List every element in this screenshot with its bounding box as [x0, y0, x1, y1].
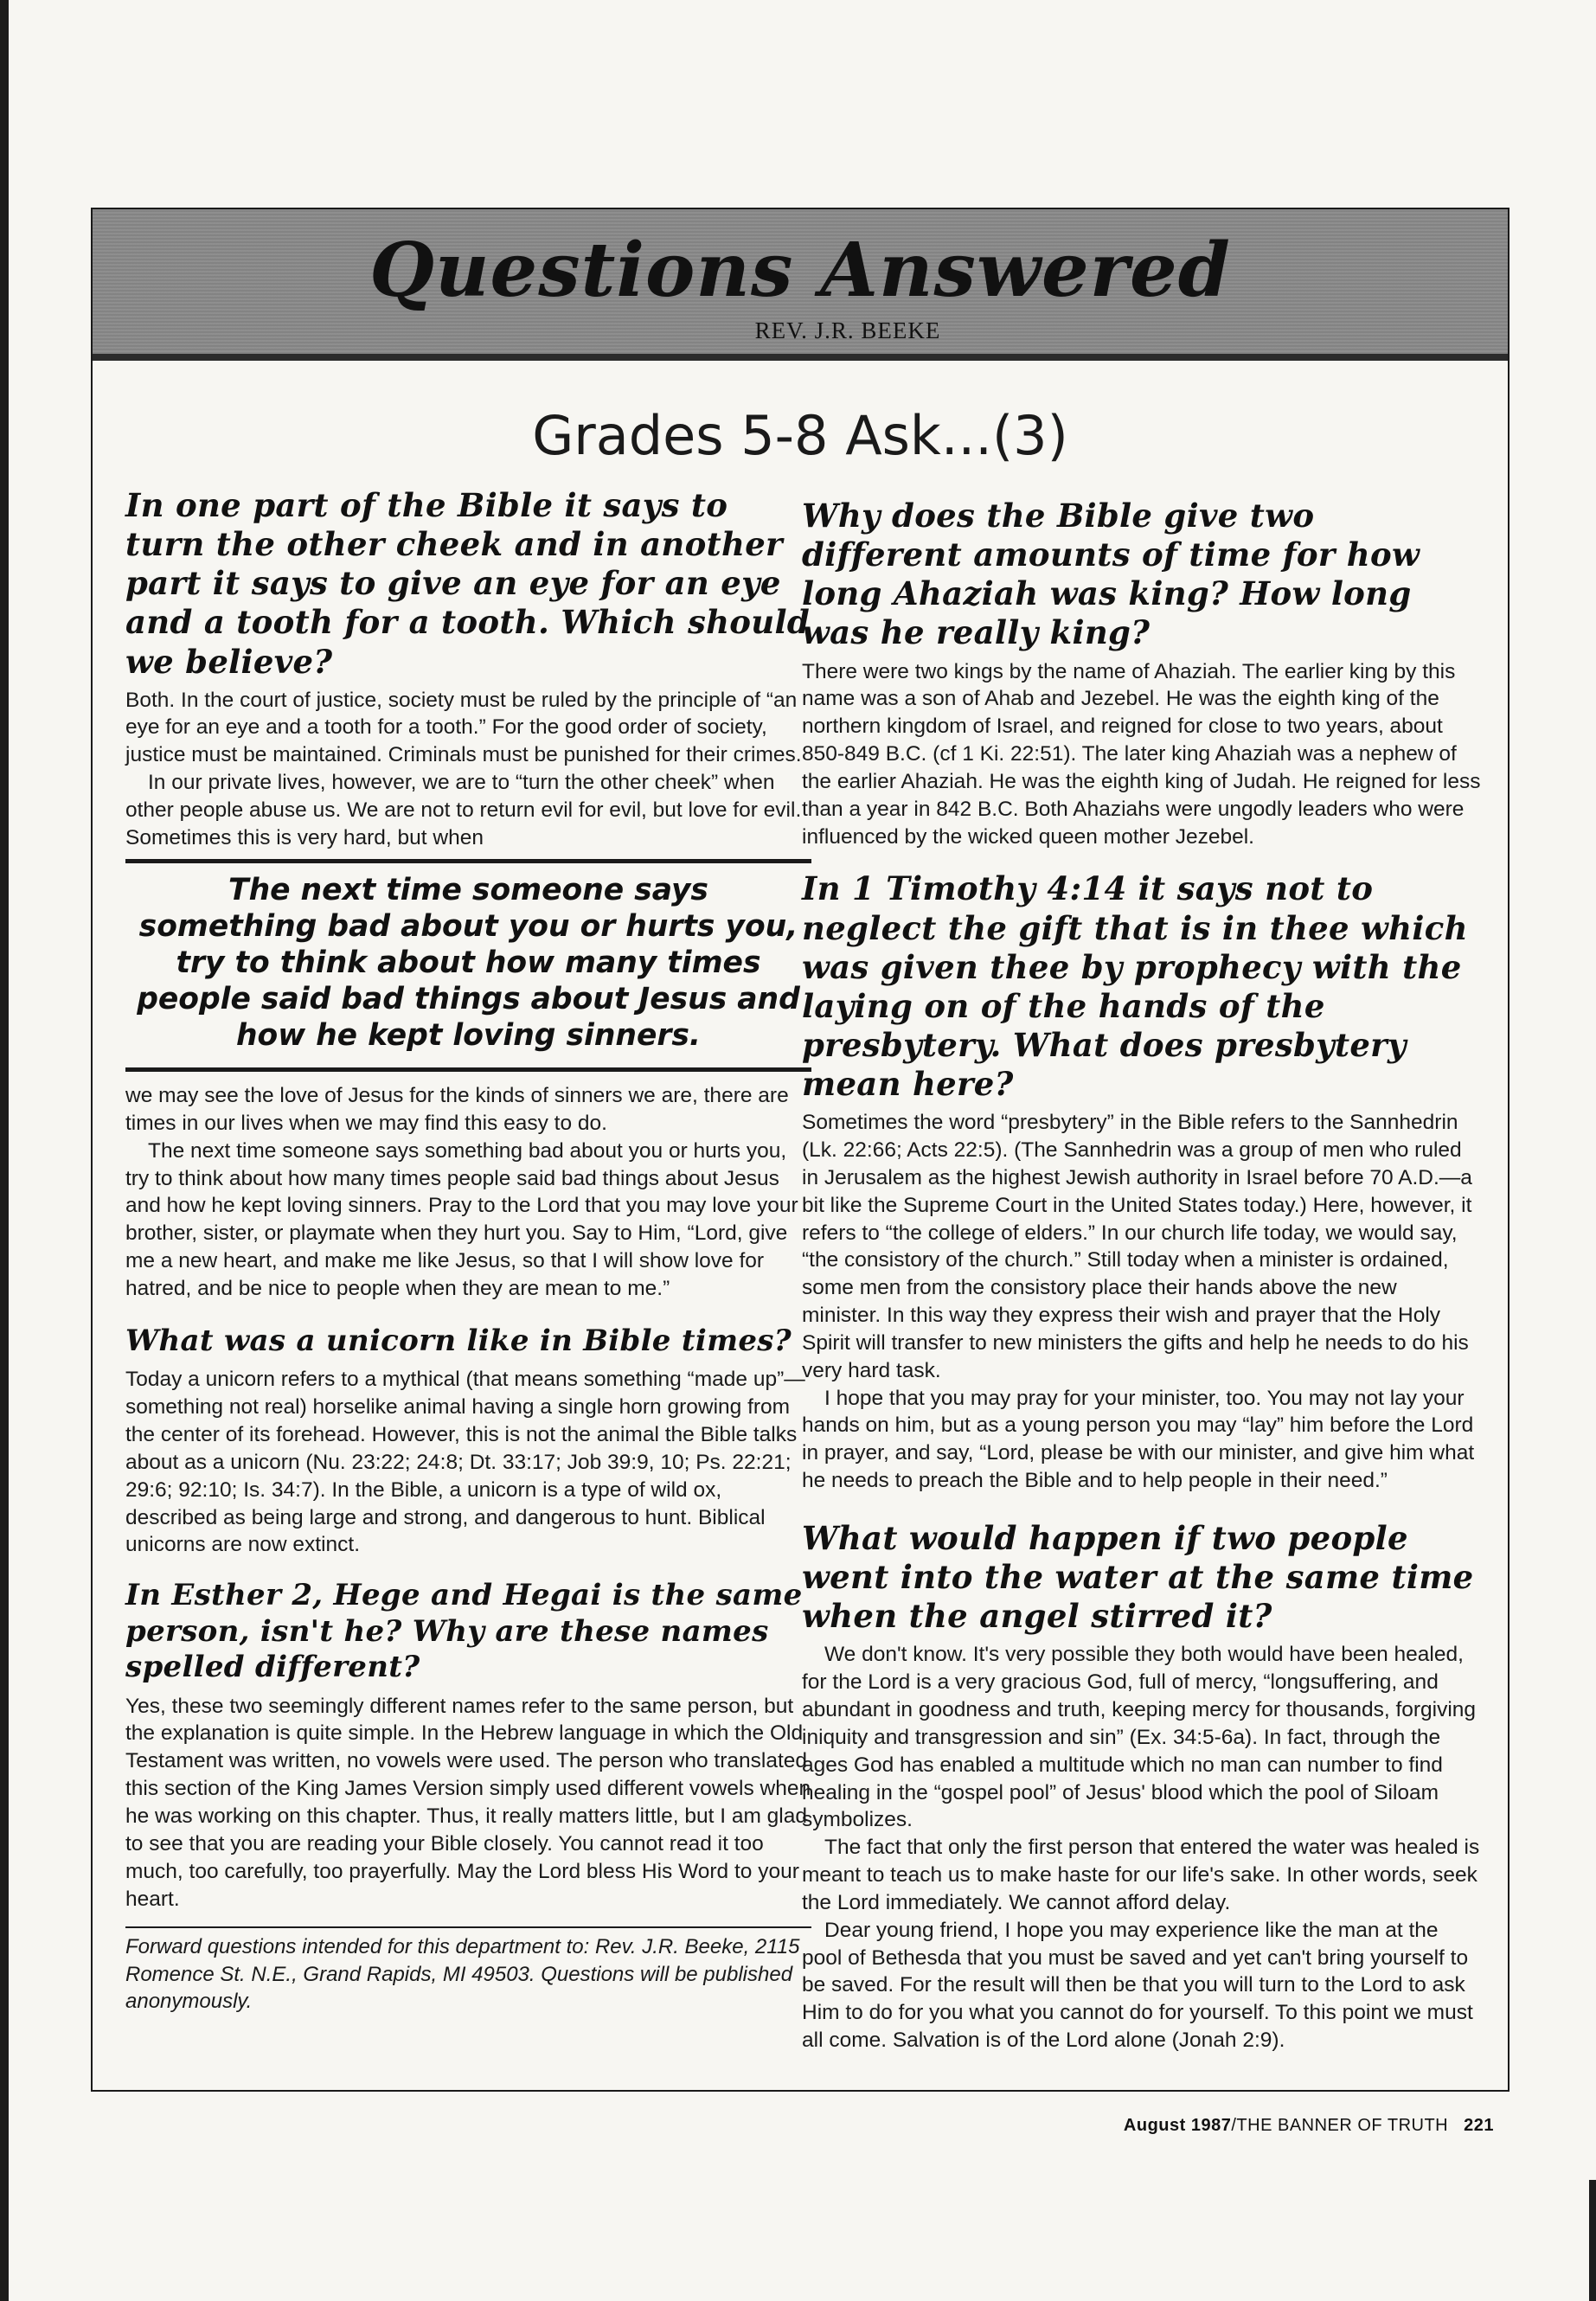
question-angel-water: What would happen if two people went into the water at the same time when the angel stirred it? — [802, 1518, 1474, 1636]
answer-paragraph: In our private lives, however, we are to “turn the other cheek” when other people abuse us. We are not to return evil for evil, but love for evil. Sometimes this is very hard, but when — [125, 771, 802, 849]
footer-date: August 1987 — [1123, 2116, 1232, 2135]
article-subtitle: Grades 5-8 Ask...(3) — [532, 404, 1068, 467]
question-unicorn: What was a unicorn like in Bible times? — [125, 1323, 792, 1358]
pull-quote: The next time someone says something bad about you or hurts you, try to think about how many times people said bad things about Jesus and how he kept loving sinners. — [125, 859, 811, 1072]
question-hege-hegai: In Esther 2, Hege and Hegai is the same person, isn't he? Why are these names spelled different? — [125, 1578, 803, 1685]
page-scan-edge-right — [1589, 2180, 1596, 2301]
column-banner — [93, 209, 1508, 361]
page-footer — [1124, 2116, 1494, 2136]
footer-publication: /THE BANNER OF TRUTH — [1231, 2116, 1449, 2135]
answer-paragraph: There were two kings by the name of Ahaziah. The earlier king by this name was a son of Ahab and Jezebel. He was the eighth king of the northern kingdom of Israel, and reigned for close to two years, about 850-849 B.C. (cf 1 Ki. 22:51). The later king Ahaziah was a nephew of the earlier Ahaziah. He was the eighth king of Judah. He reigned for less than a year in 842 B.C. Both Ahaziahs were ungodly leaders who were influenced by the wicked queen mother Jezebel. — [802, 659, 1481, 849]
right-column — [802, 497, 1481, 2054]
answer-paragraph: Sometimes the word “presbytery” in the Bible refers to the Sannhedrin (Lk. 22:66; Acts 22:5). (The Sannhedrin was a group of men who ruled in Jerusalem as the highest Jewish authority in Israel before 70 A.D.—a bit like the Supreme Court in the United States today.) Here, however, it refers to “the college of elders.” In our church life today, we would say, “the consistory of the church.” Still today when a minister is ordained, some men from the consistory place their hands above the new minister. In this way they express their wish and prayer that the Holy Spirit will transfer to new ministers the gifts and help he needs to do his very hard task. — [802, 1111, 1472, 1382]
answer-paragraph: Today a unicorn refers to a mythical (that means something “made up”—something not real) horselike animal having a single horn growing from the center of its forehead. However, this is not the animal the Bible talks about as a unicorn (Nu. 23:22; 24:8; Dt. 33:17; Job 39:9, 10; Ps. 22:21; 29:6; 92:10; Is. 34:7). In the Bible, a unicorn is a type of wild ox, described as being large and strong, and dangerous to hunt. Biblical unicorns are now extinct. — [125, 1368, 805, 1557]
answer-paragraph: We don't know. It's very possible they both would have been healed, for the Lord is a very gracious God, full of mercy, “longsuffering, and abundant in goodness and truth, keeping mercy for thousands, forgiving iniquity and transgression and sin” (Ex. 34:5-6a). In fact, through the ages God has enabled a multitude which no man can number to find healing in the “gospel pool” of Jesus' blood which the pool of Siloam symbolizes. — [802, 1643, 1477, 1832]
answer-paragraph: I hope that you may pray for your minister, too. You may not lay your hands on him, but as a young person you may “lay” him before the Lord in prayer, and say, “Lord, please be with our minister, and give him what he needs to preach the Bible and to help people in their need.” — [802, 1386, 1475, 1493]
left-column — [125, 486, 811, 2015]
column-author: REV. J.R. BEEKE — [754, 317, 941, 343]
question-ahaziah: Why does the Bible give two different amounts of time for how long Ahaziah was king? How long was he really king? — [802, 497, 1420, 652]
answer-paragraph: The next time someone says something bad about you or hurts you, try to think about how many times people said bad things about Jesus and how he kept loving sinners. Pray to the Lord that you may love your brother, sister, or playmate when they hurt you. Say to Him, “Lord, give me a new heart, and make me like Jesus, so that I will show love for hatred, and be nice to people when they are mean to me.” — [125, 1138, 798, 1300]
answer-paragraph: The fact that only the first person that entered the water was healed is meant to teach us to make haste for our life's sake. In other words, seek the Lord immediately. We cannot afford delay. — [802, 1836, 1480, 1914]
page-scan-edge — [0, 0, 9, 2301]
question-presbytery: In 1 Timothy 4:14 it says not to neglect the gift that is in thee which was given thee by prophecy with the laying on of the hands of the presbytery. What does presbytery mean here? — [802, 869, 1468, 1104]
article-frame — [91, 208, 1509, 2092]
answer-paragraph: we may see the love of Jesus for the kinds of sinners we are, there are times in our lives when we may find this easy to do. — [125, 1084, 789, 1135]
question-eye-for-eye: In one part of the Bible it says to turn the other cheek and in another part it says to give an eye for an eye and a tooth for a tooth. Which should we believe? — [125, 486, 810, 681]
column-title: Questions Answered — [369, 227, 1231, 314]
answer-paragraph: Yes, these two seemingly different names refer to the same person, but the explanation is quite simple. In the Hebrew language in which the Old Testament was written, no vowels were used. The person who translated this section of the King James Version simply used different vowels when he was working on this chapter. Thus, it really matters little, but I am glad to see that you are reading your Bible closely. You cannot read it too much, too carefully, too prayerfully. May the Lord bless His Word to your heart. — [125, 1694, 811, 1911]
answer-paragraph: Both. In the court of justice, society must be ruled by the principle of “an eye for an eye and a tooth for a tooth.” For the good order of society, justice must be maintained. Criminals must be punished for their crimes. — [125, 688, 802, 767]
forward-questions-note: Forward questions intended for this department to: Rev. J.R. Beeke, 2115 Romence St. N.E., Grand Rapids, MI 49503. Questions will be published anonymously. — [125, 1926, 811, 2015]
answer-paragraph: Dear young friend, I hope you may experience like the man at the pool of Bethesda that you must be saved and yet can't bring yourself to be saved. For the result will then be that you will turn to the Lord to ask Him to do for you what you cannot do for yourself. To this point we must all come. Salvation is of the Lord alone (Jonah 2:9). — [802, 1918, 1473, 2053]
page-number: 221 — [1464, 2116, 1494, 2135]
